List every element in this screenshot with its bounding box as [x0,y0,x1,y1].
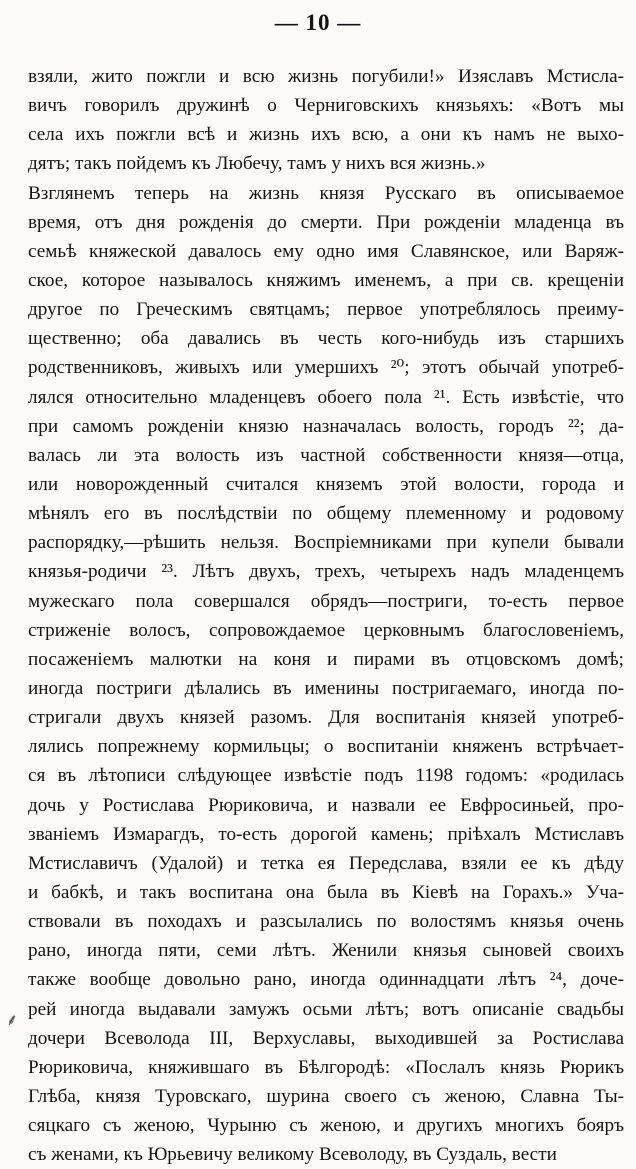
text-line: при самомъ рожденіи князю назначалась волость, городъ ²²; да- [28,415,624,437]
text-line: дочери Всеволода III, Верхуславы, выходившей за Ростислава [28,1027,624,1049]
text-line: Мстиславичъ (Удалой) и тетка ея Передслава, взяли ее къ дѣду [28,852,624,874]
text-line: посаженіемъ малютки на коня и пирами въ отцовскомъ домѣ; [28,648,624,670]
text-line: ское, которое называлось княжимъ именемъ, а при св. крещеніи [28,269,624,291]
text-line: родственниковъ, живыхъ или умершихъ ²⁰; этотъ обычай употреб- [28,357,624,379]
text-line: стриженіе волосъ, сопровождаемое церковнымъ благословеніемъ, [28,619,624,641]
text-line: ся въ лѣтописи слѣдующее извѣстіе подъ 1198 годомъ: «родилась [28,765,624,787]
text-line: иногда постриги дѣлались въ именины постригаемаго, иногда по- [28,677,624,699]
text-line: дятъ; такъ пойдемъ къ Любечу, тамъ у нихъ вся жизнь.» [28,153,486,175]
text-line: вичъ говорилъ дружинѣ о Черниговскихъ князьяхъ: «Вотъ мы [28,95,624,117]
margin-mark: ⸙ [6,1012,19,1029]
text-line: Глѣба, князя Туровскаго, шурина своего съ женою, Славна Ты- [28,1085,624,1107]
text-line: стригали двухъ князей разомъ. Для воспитанія князей употреб- [28,707,624,729]
text-line: дочь у Ростислава Рюриковича, и назвали ее Евфросиньей, про- [28,794,624,816]
page-number-header: — 10 — [274,10,362,35]
text-line: рей иногда выдавали замужъ осьми лѣтъ; вотъ описаніе свадьбы [28,998,624,1020]
text-line: съ женами, къ Юрьевичу великому Всеволоду, въ Суздаль, вести [28,1144,557,1166]
text-line: семьѣ княжеской давалось ему одно имя Славянское, или Варяж- [28,240,624,262]
text-line: князья-родичи ²³. Лѣтъ двухъ, трехъ, четырехъ надъ младенцемъ [28,561,624,583]
text-line: ствовали въ походахъ и разсылались по волостямъ князья очень [28,911,624,933]
text-line: и бабкѣ, и такъ воспитана она была въ Кіевѣ на Горахъ.» Уча- [28,881,624,903]
text-line: взяли, жито пожгли и всю жизнь погубили!» Изяславъ Мстисла- [28,66,624,87]
text-line: другое по Греческимъ святцамъ; первое употреблялось преиму- [28,299,624,321]
text-line: сяцкаго съ женою, Чурыню съ женою, и другихъ многихъ бояръ [28,1115,624,1137]
text-line: распорядку,—рѣшить нельзя. Воспріемниками при купели бывали [28,532,624,554]
text-line: мѣнялъ его въ послѣдствіи по общему племенному и родовому [28,503,624,525]
text-line: званіемъ Измарагдъ, то-есть дорогой камень; пріѣхалъ Мстиславъ [28,823,624,845]
body-text [28,62,624,1169]
text-line: щественно; оба давались въ честь кого-нибудь изъ старшихъ [28,328,624,350]
text-line: или новорожденный считался княземъ этой волости, города и [28,473,624,495]
text-line: лялся относительно младенцевъ обоего пола ²¹. Есть извѣстіе, что [28,386,624,408]
text-line: села ихъ пожгли всѣ и жизнь ихъ всю, а они къ намъ не выхо- [28,124,624,146]
text-line: время, отъ дня рожденія до смерти. При рожденіи младенца въ [28,211,624,233]
text-line: мужескаго пола совершался обрядъ—постриги, то-есть первое [28,590,624,612]
text-line: рано, иногда пяти, семи лѣтъ. Женили князья сыновей своихъ [28,940,624,962]
text-line: Взглянемъ теперь на жизнь князя Русскаго въ описываемое [28,182,624,204]
text-line: также вообще довольно рано, иногда одиннадцати лѣтъ ²⁴, доче- [28,969,624,991]
text-line: валась ли эта волость изъ частной собственности князя—отца, [28,444,624,466]
text-line: Рюриковича, княжившаго въ Бѣлгородѣ: «Послалъ князь Рюрикъ [28,1056,624,1078]
text-line: лялись попрежнему кормильцы; о воспитаніи княженъ встрѣчает- [28,736,624,758]
